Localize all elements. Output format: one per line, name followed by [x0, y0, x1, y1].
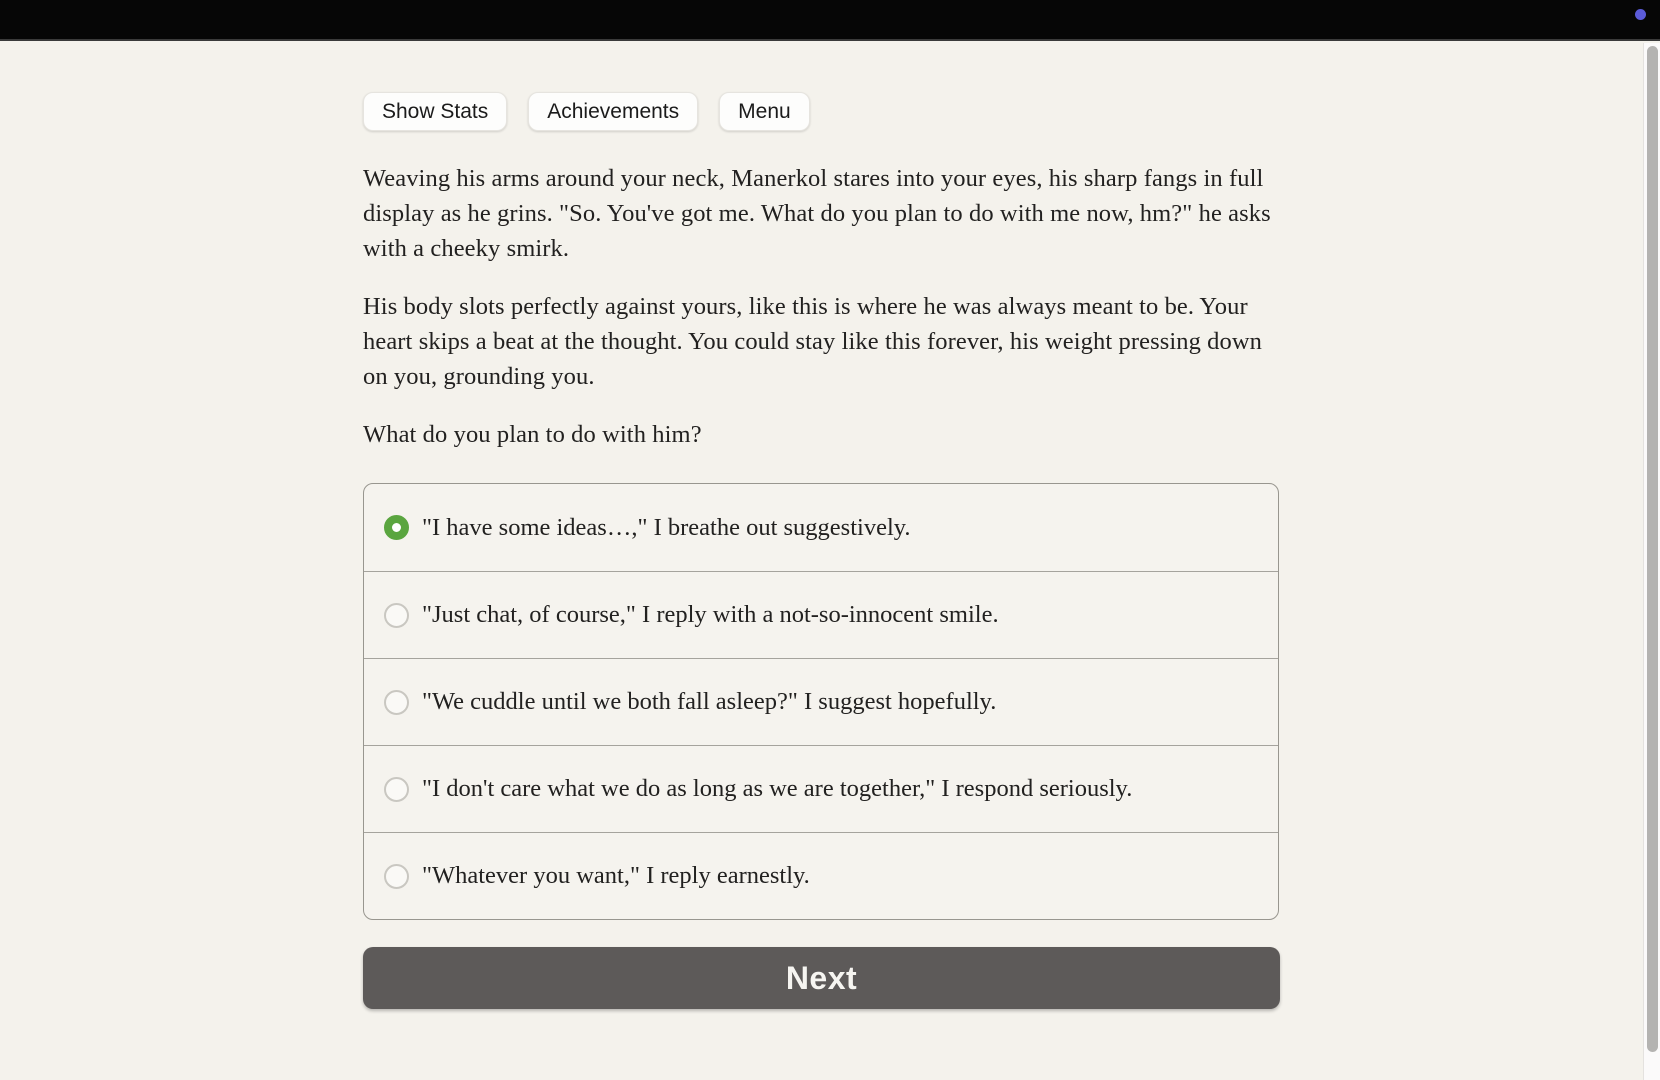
next-button[interactable]: Next	[363, 947, 1280, 1009]
choice-option-3[interactable]	[364, 658, 1278, 745]
menu-button[interactable]: Menu	[719, 92, 810, 131]
toolbar	[363, 92, 1280, 131]
choice-label: "I have some ideas…," I breathe out suggestively.	[422, 513, 911, 541]
choices-box	[363, 483, 1279, 920]
scrollbar-track[interactable]	[1643, 43, 1660, 1080]
choice-label: "Whatever you want," I reply earnestly.	[422, 862, 810, 889]
story-paragraph: Weaving his arms around your neck, Manerkol stares into your eyes, his sharp fangs in full display as he grins. "So. You've got me. What do you plan to do with me now, hm?" he asks with a cheeky smirk.	[363, 165, 1271, 262]
choice-option-5[interactable]	[364, 832, 1278, 919]
choice-option-1[interactable]	[364, 484, 1278, 571]
choice-label: "Just chat, of course," I reply with a not-so-innocent smile.	[422, 601, 999, 628]
radio-unselected-icon[interactable]	[384, 603, 409, 628]
story-text	[363, 161, 1280, 452]
show-stats-button[interactable]: Show Stats	[363, 92, 507, 131]
notification-dot-icon	[1635, 9, 1646, 20]
choice-option-4[interactable]	[364, 745, 1278, 832]
achievements-button[interactable]: Achievements	[528, 92, 698, 131]
game-content	[363, 43, 1280, 1009]
radio-unselected-icon[interactable]	[384, 777, 409, 802]
story-question: What do you plan to do with him?	[363, 421, 702, 448]
story-paragraph: His body slots perfectly against yours, like this is where he was always meant to be. Your heart skips a beat at the thought. You could stay like this forever, his weight pressing down on you, grounding you.	[363, 293, 1263, 390]
top-bar	[0, 0, 1660, 41]
scrollbar-thumb[interactable]	[1647, 46, 1658, 1052]
radio-selected-icon[interactable]	[384, 515, 409, 540]
radio-unselected-icon[interactable]	[384, 690, 409, 715]
choice-label: "We cuddle until we both fall asleep?" I suggest hopefully.	[422, 688, 997, 715]
choice-option-2[interactable]	[364, 571, 1278, 658]
choice-label: "I don't care what we do as long as we are together," I respond seriously.	[422, 775, 1133, 802]
radio-unselected-icon[interactable]	[384, 864, 409, 889]
